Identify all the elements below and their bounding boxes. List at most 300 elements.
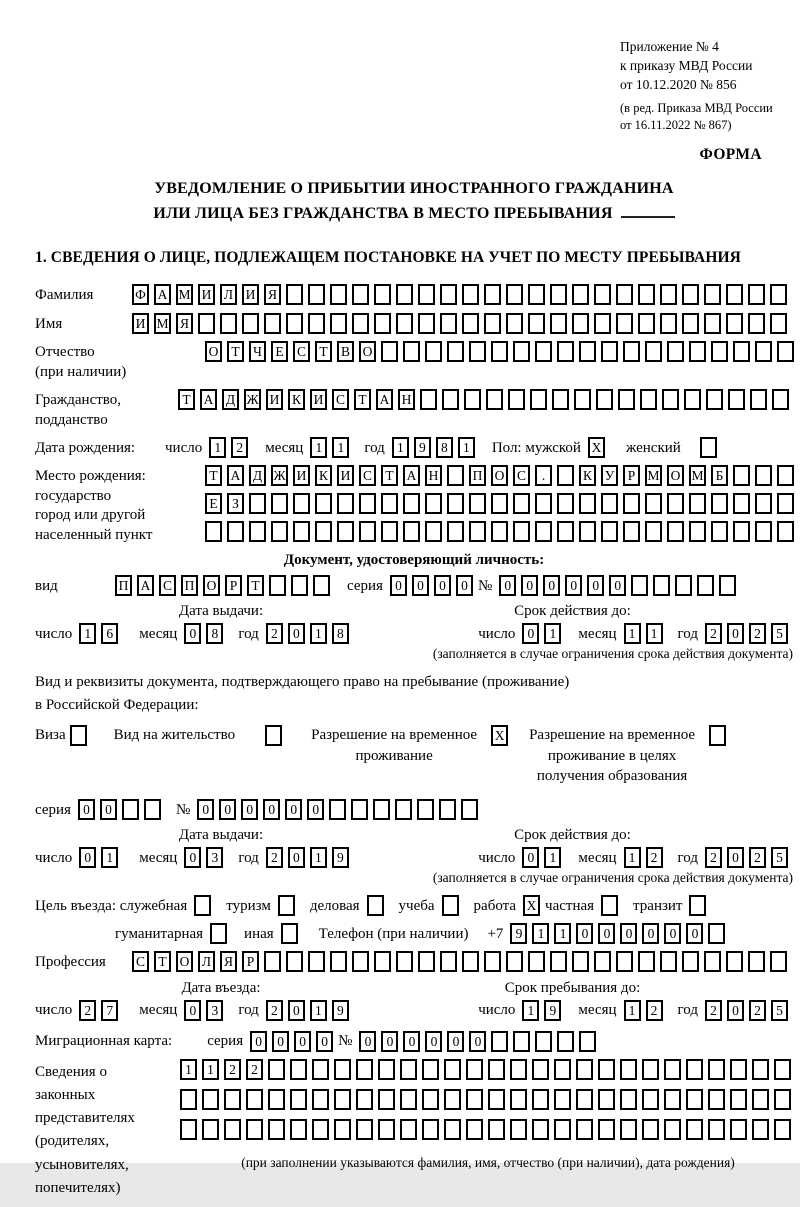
char-cell[interactable]: 8 (332, 623, 349, 644)
char-cell[interactable] (330, 951, 347, 972)
char-cell[interactable] (418, 951, 435, 972)
char-cell[interactable] (334, 1119, 351, 1140)
char-cell[interactable] (631, 575, 648, 596)
char-cell[interactable] (268, 1089, 285, 1110)
char-cell[interactable]: 0 (522, 623, 539, 644)
char-cell[interactable] (359, 493, 376, 514)
doc-series-cells[interactable] (390, 575, 478, 596)
char-cell[interactable]: 9 (414, 437, 431, 458)
char-cell[interactable] (708, 1119, 725, 1140)
char-cell[interactable]: 8 (206, 623, 223, 644)
char-cell[interactable]: 0 (219, 799, 236, 820)
char-cell[interactable]: И (198, 284, 215, 305)
char-cell[interactable]: У (601, 465, 618, 486)
char-cell[interactable] (484, 951, 501, 972)
char-cell[interactable] (528, 951, 545, 972)
char-cell[interactable] (616, 951, 633, 972)
char-cell[interactable] (352, 313, 369, 334)
char-cell[interactable] (660, 951, 677, 972)
char-cell[interactable] (400, 1059, 417, 1080)
char-cell[interactable] (750, 389, 767, 410)
char-cell[interactable] (686, 1089, 703, 1110)
purpose-business-checkbox[interactable] (367, 895, 389, 916)
char-cell[interactable]: С (293, 341, 310, 362)
char-cell[interactable] (557, 493, 574, 514)
char-cell[interactable] (594, 313, 611, 334)
char-cell[interactable] (290, 1119, 307, 1140)
char-cell[interactable] (774, 1089, 791, 1110)
char-cell[interactable] (403, 521, 420, 542)
birthplace-cells-row1[interactable] (205, 465, 799, 486)
char-cell[interactable] (623, 493, 640, 514)
id-issue-year-cells[interactable] (266, 623, 354, 644)
char-cell[interactable] (293, 521, 310, 542)
char-cell[interactable]: 0 (620, 923, 637, 944)
char-cell[interactable]: С (359, 465, 376, 486)
char-cell[interactable] (601, 493, 618, 514)
char-cell[interactable] (442, 895, 459, 916)
char-cell[interactable] (706, 389, 723, 410)
char-cell[interactable] (684, 389, 701, 410)
char-cell[interactable]: 0 (686, 923, 703, 944)
edu-permit-checkbox[interactable] (709, 725, 731, 746)
char-cell[interactable]: 2 (266, 623, 283, 644)
char-cell[interactable]: Т (178, 389, 195, 410)
char-cell[interactable]: О (203, 575, 220, 596)
stay-year-cells[interactable] (705, 1000, 793, 1021)
char-cell[interactable]: 0 (78, 799, 95, 820)
char-cell[interactable] (144, 799, 161, 820)
char-cell[interactable] (249, 493, 266, 514)
char-cell[interactable] (777, 465, 794, 486)
char-cell[interactable] (733, 521, 750, 542)
char-cell[interactable] (396, 313, 413, 334)
char-cell[interactable] (708, 1059, 725, 1080)
id-valid-year-cells[interactable] (705, 623, 793, 644)
char-cell[interactable] (686, 1119, 703, 1140)
char-cell[interactable]: 5 (771, 847, 788, 868)
char-cell[interactable]: Т (227, 341, 244, 362)
char-cell[interactable]: 0 (307, 799, 324, 820)
char-cell[interactable]: М (689, 465, 706, 486)
char-cell[interactable] (623, 341, 640, 362)
char-cell[interactable] (506, 313, 523, 334)
id-valid-month-cells[interactable] (624, 623, 668, 644)
char-cell[interactable] (689, 341, 706, 362)
char-cell[interactable]: 0 (197, 799, 214, 820)
char-cell[interactable] (508, 389, 525, 410)
char-cell[interactable]: 1 (522, 1000, 539, 1021)
char-cell[interactable] (726, 284, 743, 305)
char-cell[interactable] (271, 521, 288, 542)
char-cell[interactable]: Т (381, 465, 398, 486)
char-cell[interactable]: И (132, 313, 149, 334)
char-cell[interactable]: 1 (624, 847, 641, 868)
char-cell[interactable]: 0 (285, 799, 302, 820)
purpose-work-checkbox[interactable] (523, 895, 545, 916)
char-cell[interactable] (224, 1119, 241, 1140)
char-cell[interactable]: 2 (224, 1059, 241, 1080)
char-cell[interactable]: 0 (499, 575, 516, 596)
char-cell[interactable]: 2 (749, 847, 766, 868)
char-cell[interactable]: Ф (132, 284, 149, 305)
char-cell[interactable] (484, 313, 501, 334)
char-cell[interactable] (488, 1089, 505, 1110)
purpose-other-checkbox[interactable] (281, 923, 303, 944)
char-cell[interactable] (755, 465, 772, 486)
char-cell[interactable] (642, 1059, 659, 1080)
char-cell[interactable] (313, 575, 330, 596)
char-cell[interactable] (530, 389, 547, 410)
char-cell[interactable]: 0 (288, 623, 305, 644)
char-cell[interactable] (752, 1089, 769, 1110)
char-cell[interactable] (682, 284, 699, 305)
char-cell[interactable] (576, 1059, 593, 1080)
char-cell[interactable] (337, 521, 354, 542)
char-cell[interactable] (312, 1059, 329, 1080)
char-cell[interactable] (122, 799, 139, 820)
char-cell[interactable]: 0 (727, 847, 744, 868)
res-issue-day-cells[interactable] (79, 847, 123, 868)
char-cell[interactable] (574, 389, 591, 410)
char-cell[interactable]: 0 (522, 847, 539, 868)
char-cell[interactable]: 0 (565, 575, 582, 596)
char-cell[interactable]: А (227, 465, 244, 486)
char-cell[interactable]: 9 (510, 923, 527, 944)
char-cell[interactable] (576, 1119, 593, 1140)
char-cell[interactable] (462, 284, 479, 305)
char-cell[interactable] (291, 575, 308, 596)
char-cell[interactable] (638, 313, 655, 334)
char-cell[interactable] (447, 493, 464, 514)
char-cell[interactable] (281, 923, 298, 944)
char-cell[interactable] (440, 951, 457, 972)
char-cell[interactable] (330, 284, 347, 305)
char-cell[interactable] (469, 521, 486, 542)
char-cell[interactable]: 2 (266, 847, 283, 868)
char-cell[interactable] (312, 1119, 329, 1140)
char-cell[interactable] (180, 1089, 197, 1110)
stay-month-cells[interactable] (624, 1000, 668, 1021)
char-cell[interactable] (513, 1031, 530, 1052)
char-cell[interactable] (466, 1119, 483, 1140)
char-cell[interactable]: 0 (543, 575, 560, 596)
char-cell[interactable]: X (491, 725, 508, 746)
char-cell[interactable] (653, 575, 670, 596)
representatives-cells-row2[interactable] (180, 1089, 796, 1110)
char-cell[interactable] (777, 493, 794, 514)
char-cell[interactable] (491, 1031, 508, 1052)
char-cell[interactable] (689, 895, 706, 916)
char-cell[interactable]: 1 (554, 923, 571, 944)
char-cell[interactable] (447, 521, 464, 542)
char-cell[interactable] (777, 521, 794, 542)
char-cell[interactable]: З (227, 493, 244, 514)
char-cell[interactable] (202, 1089, 219, 1110)
char-cell[interactable] (777, 341, 794, 362)
phone-cells[interactable] (510, 923, 730, 944)
char-cell[interactable] (374, 951, 391, 972)
char-cell[interactable]: 1 (202, 1059, 219, 1080)
char-cell[interactable] (466, 1089, 483, 1110)
char-cell[interactable]: О (667, 465, 684, 486)
char-cell[interactable]: 5 (771, 623, 788, 644)
char-cell[interactable] (510, 1059, 527, 1080)
char-cell[interactable] (506, 284, 523, 305)
char-cell[interactable] (356, 1119, 373, 1140)
char-cell[interactable] (220, 313, 237, 334)
char-cell[interactable] (351, 799, 368, 820)
char-cell[interactable] (557, 341, 574, 362)
char-cell[interactable]: С (513, 465, 530, 486)
char-cell[interactable]: Р (242, 951, 259, 972)
char-cell[interactable] (513, 341, 530, 362)
char-cell[interactable]: Т (205, 465, 222, 486)
char-cell[interactable]: 2 (705, 847, 722, 868)
char-cell[interactable]: Т (154, 951, 171, 972)
char-cell[interactable]: 0 (288, 847, 305, 868)
char-cell[interactable] (194, 895, 211, 916)
char-cell[interactable]: X (588, 437, 605, 458)
name-cells[interactable] (132, 313, 792, 334)
char-cell[interactable] (601, 341, 618, 362)
char-cell[interactable] (469, 493, 486, 514)
char-cell[interactable] (711, 493, 728, 514)
char-cell[interactable] (572, 951, 589, 972)
char-cell[interactable] (576, 1089, 593, 1110)
char-cell[interactable]: 1 (392, 437, 409, 458)
char-cell[interactable] (645, 521, 662, 542)
char-cell[interactable] (642, 1089, 659, 1110)
char-cell[interactable] (224, 1089, 241, 1110)
char-cell[interactable] (491, 341, 508, 362)
char-cell[interactable]: П (115, 575, 132, 596)
char-cell[interactable] (315, 521, 332, 542)
char-cell[interactable] (286, 313, 303, 334)
char-cell[interactable] (308, 313, 325, 334)
char-cell[interactable]: 0 (390, 575, 407, 596)
char-cell[interactable]: Т (315, 341, 332, 362)
char-cell[interactable] (329, 799, 346, 820)
char-cell[interactable] (579, 521, 596, 542)
char-cell[interactable]: 0 (587, 575, 604, 596)
char-cell[interactable]: 2 (646, 847, 663, 868)
char-cell[interactable] (733, 465, 750, 486)
char-cell[interactable] (466, 1059, 483, 1080)
char-cell[interactable] (601, 895, 618, 916)
char-cell[interactable] (286, 951, 303, 972)
res-valid-month-cells[interactable] (624, 847, 668, 868)
char-cell[interactable] (400, 1089, 417, 1110)
char-cell[interactable] (726, 313, 743, 334)
id-issue-month-cells[interactable] (184, 623, 228, 644)
char-cell[interactable] (403, 493, 420, 514)
id-issue-day-cells[interactable] (79, 623, 123, 644)
id-valid-day-cells[interactable] (522, 623, 566, 644)
char-cell[interactable]: 3 (206, 1000, 223, 1021)
char-cell[interactable] (510, 1119, 527, 1140)
char-cell[interactable]: 2 (646, 1000, 663, 1021)
char-cell[interactable] (528, 284, 545, 305)
char-cell[interactable] (616, 313, 633, 334)
char-cell[interactable] (396, 951, 413, 972)
char-cell[interactable] (210, 923, 227, 944)
char-cell[interactable]: 1 (79, 623, 96, 644)
char-cell[interactable] (396, 284, 413, 305)
char-cell[interactable]: П (469, 465, 486, 486)
representatives-cells-row3[interactable] (180, 1119, 796, 1140)
char-cell[interactable] (356, 1059, 373, 1080)
char-cell[interactable]: М (176, 284, 193, 305)
char-cell[interactable] (774, 1119, 791, 1140)
char-cell[interactable] (664, 1059, 681, 1080)
purpose-tourism-checkbox[interactable] (278, 895, 300, 916)
char-cell[interactable] (711, 341, 728, 362)
char-cell[interactable] (293, 493, 310, 514)
char-cell[interactable] (381, 341, 398, 362)
purpose-official-checkbox[interactable] (194, 895, 216, 916)
char-cell[interactable]: С (159, 575, 176, 596)
char-cell[interactable]: Е (271, 341, 288, 362)
char-cell[interactable] (334, 1089, 351, 1110)
char-cell[interactable] (488, 1059, 505, 1080)
char-cell[interactable] (462, 951, 479, 972)
char-cell[interactable]: А (200, 389, 217, 410)
char-cell[interactable]: 0 (664, 923, 681, 944)
char-cell[interactable]: С (332, 389, 349, 410)
char-cell[interactable] (554, 1119, 571, 1140)
char-cell[interactable]: 0 (727, 1000, 744, 1021)
char-cell[interactable]: Т (354, 389, 371, 410)
char-cell[interactable] (486, 389, 503, 410)
char-cell[interactable]: И (310, 389, 327, 410)
char-cell[interactable] (596, 389, 613, 410)
char-cell[interactable]: 1 (624, 1000, 641, 1021)
char-cell[interactable] (708, 923, 725, 944)
char-cell[interactable] (557, 1031, 574, 1052)
char-cell[interactable] (660, 313, 677, 334)
char-cell[interactable] (464, 389, 481, 410)
char-cell[interactable]: 0 (425, 1031, 442, 1052)
char-cell[interactable] (772, 389, 789, 410)
char-cell[interactable] (378, 1089, 395, 1110)
char-cell[interactable] (510, 1089, 527, 1110)
char-cell[interactable]: П (181, 575, 198, 596)
char-cell[interactable]: 2 (246, 1059, 263, 1080)
patronymic-cells[interactable] (205, 341, 799, 362)
entry-month-cells[interactable] (184, 1000, 228, 1021)
char-cell[interactable] (572, 313, 589, 334)
char-cell[interactable]: М (645, 465, 662, 486)
char-cell[interactable] (748, 284, 765, 305)
char-cell[interactable]: Д (249, 465, 266, 486)
char-cell[interactable] (752, 1119, 769, 1140)
char-cell[interactable]: К (288, 389, 305, 410)
char-cell[interactable]: 1 (646, 623, 663, 644)
char-cell[interactable] (616, 284, 633, 305)
char-cell[interactable] (594, 951, 611, 972)
char-cell[interactable] (513, 493, 530, 514)
char-cell[interactable]: О (359, 341, 376, 362)
char-cell[interactable]: Н (398, 389, 415, 410)
char-cell[interactable] (356, 1089, 373, 1110)
char-cell[interactable] (532, 1119, 549, 1140)
char-cell[interactable] (686, 1059, 703, 1080)
char-cell[interactable] (774, 1059, 791, 1080)
char-cell[interactable]: В (337, 341, 354, 362)
char-cell[interactable] (205, 521, 222, 542)
entry-day-cells[interactable] (79, 1000, 123, 1021)
char-cell[interactable]: 2 (749, 623, 766, 644)
char-cell[interactable] (425, 341, 442, 362)
char-cell[interactable] (645, 341, 662, 362)
char-cell[interactable] (535, 521, 552, 542)
char-cell[interactable] (532, 1089, 549, 1110)
char-cell[interactable] (381, 493, 398, 514)
char-cell[interactable]: 2 (705, 1000, 722, 1021)
char-cell[interactable] (403, 341, 420, 362)
char-cell[interactable] (462, 313, 479, 334)
char-cell[interactable] (552, 389, 569, 410)
char-cell[interactable] (682, 951, 699, 972)
char-cell[interactable] (422, 1059, 439, 1080)
char-cell[interactable] (374, 313, 391, 334)
char-cell[interactable] (554, 1089, 571, 1110)
char-cell[interactable]: Р (225, 575, 242, 596)
citizenship-cells[interactable] (178, 389, 794, 410)
char-cell[interactable]: 3 (206, 847, 223, 868)
res-issue-year-cells[interactable] (266, 847, 354, 868)
char-cell[interactable] (689, 493, 706, 514)
char-cell[interactable] (367, 895, 384, 916)
char-cell[interactable] (579, 1031, 596, 1052)
char-cell[interactable] (491, 521, 508, 542)
char-cell[interactable] (528, 313, 545, 334)
char-cell[interactable] (572, 284, 589, 305)
char-cell[interactable] (662, 389, 679, 410)
char-cell[interactable] (418, 313, 435, 334)
char-cell[interactable] (265, 725, 282, 746)
entry-year-cells[interactable] (266, 1000, 354, 1021)
char-cell[interactable]: 2 (231, 437, 248, 458)
char-cell[interactable]: К (315, 465, 332, 486)
char-cell[interactable] (711, 521, 728, 542)
char-cell[interactable] (638, 284, 655, 305)
char-cell[interactable]: Б (711, 465, 728, 486)
char-cell[interactable]: 1 (544, 847, 561, 868)
char-cell[interactable]: 0 (184, 847, 201, 868)
char-cell[interactable] (418, 284, 435, 305)
char-cell[interactable] (70, 725, 87, 746)
char-cell[interactable] (422, 1089, 439, 1110)
char-cell[interactable]: А (376, 389, 393, 410)
char-cell[interactable] (640, 389, 657, 410)
char-cell[interactable] (242, 313, 259, 334)
char-cell[interactable] (180, 1119, 197, 1140)
char-cell[interactable] (733, 493, 750, 514)
char-cell[interactable] (461, 799, 478, 820)
purpose-study-checkbox[interactable] (442, 895, 464, 916)
char-cell[interactable] (623, 521, 640, 542)
char-cell[interactable]: 0 (469, 1031, 486, 1052)
char-cell[interactable]: 0 (456, 575, 473, 596)
res-valid-year-cells[interactable] (705, 847, 793, 868)
char-cell[interactable]: 1 (310, 847, 327, 868)
char-cell[interactable] (271, 493, 288, 514)
char-cell[interactable]: 0 (184, 1000, 201, 1021)
char-cell[interactable] (748, 951, 765, 972)
char-cell[interactable] (312, 1089, 329, 1110)
